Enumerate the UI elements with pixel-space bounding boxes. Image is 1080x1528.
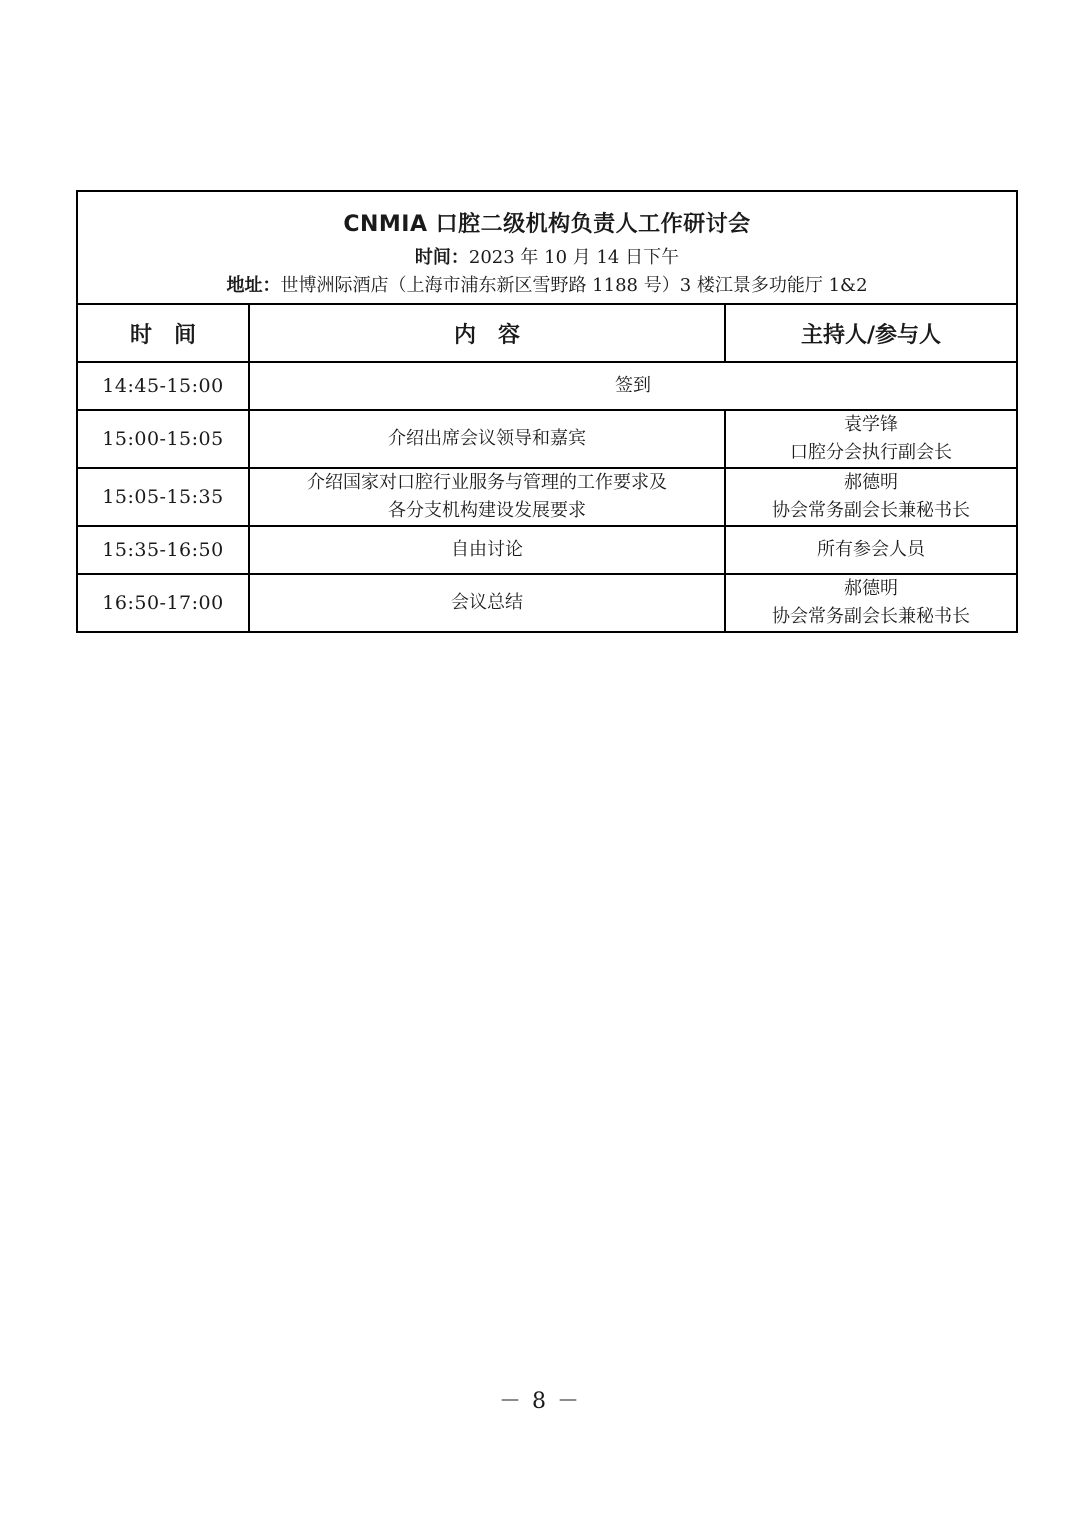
row-time: 14:45-15:00 [77,362,249,410]
row-content: 会议总结 [249,574,725,632]
row-content: 介绍出席会议领导和嘉宾 [249,410,725,468]
table-row [77,362,1017,410]
row-time: 15:35-16:50 [77,526,249,574]
agenda-table [76,190,1018,633]
page-number: － 8 － [499,1389,581,1414]
row-time: 15:00-15:05 [77,410,249,468]
table-row [77,410,1017,468]
host-title: 协会常务副会长兼秘书长 [772,606,970,627]
host-name: 袁学锋 [844,414,898,435]
host-title: 口腔分会执行副会长 [790,442,952,463]
event-time [78,244,1016,272]
time-label: 时间： [414,246,469,268]
table-row [77,526,1017,574]
table-row [77,574,1017,632]
address-value: 世博洲际酒店（上海市浦东新区雪野路 1188 号）3 楼江景多功能厅 1&2 [280,274,868,296]
content-line: 各分支机构建设发展要求 [388,500,586,521]
column-header-host: 主持人/参与人 [725,304,1017,362]
event-title: CNMIA 口腔二级机构负责人工作研讨会 [343,211,751,237]
address-label: 地址： [226,274,281,296]
column-header-time: 时 间 [77,304,249,362]
row-content: 自由讨论 [249,526,725,574]
time-value: 2023 年 10 月 14 日下午 [468,246,680,268]
row-host [725,468,1017,526]
host-name: 郝德明 [844,472,898,493]
row-host [725,410,1017,468]
host-title: 协会常务副会长兼秘书长 [772,500,970,521]
table-row [77,468,1017,526]
row-time: 16:50-17:00 [77,574,249,632]
row-content [249,468,725,526]
content-line: 介绍国家对口腔行业服务与管理的工作要求及 [307,472,667,493]
row-time: 15:05-15:35 [77,468,249,526]
event-address [78,272,1016,300]
host-name: 郝德明 [844,578,898,599]
column-header-content: 内 容 [249,304,725,362]
row-host: 所有参会人员 [725,526,1017,574]
row-content: 签到 [249,362,1017,410]
row-host [725,574,1017,632]
column-header-row [77,304,1017,362]
agenda-header [77,191,1017,304]
